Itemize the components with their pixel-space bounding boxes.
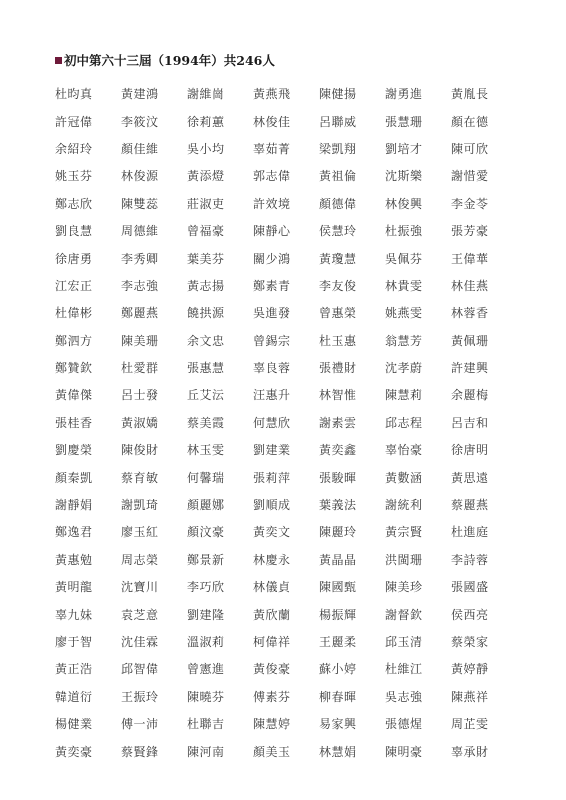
student-name: 謝勇進 <box>385 87 423 102</box>
student-name: 黃惠勉 <box>55 552 93 567</box>
student-name: 曾福豪 <box>187 224 225 239</box>
name-row <box>55 107 515 134</box>
student-name: 曾憲進 <box>187 662 225 677</box>
student-name: 陳靜心 <box>253 224 291 239</box>
student-name: 侯西亮 <box>451 607 489 622</box>
student-name: 洪閩珊 <box>385 552 423 567</box>
student-name: 黃添燈 <box>187 169 225 184</box>
student-name: 張國盛 <box>451 580 489 595</box>
student-name: 周德維 <box>121 224 159 239</box>
student-name: 傅一沛 <box>121 717 159 732</box>
student-name: 林儀貞 <box>253 580 291 595</box>
student-name: 柳春暉 <box>319 689 357 704</box>
student-name: 陳美珊 <box>121 333 159 348</box>
student-name: 謝維崗 <box>187 87 225 102</box>
student-name: 陳美珍 <box>385 580 423 595</box>
student-name: 曾錫宗 <box>253 333 291 348</box>
student-name: 饒拱源 <box>187 306 225 321</box>
student-name: 陳燕祥 <box>451 689 489 704</box>
name-row <box>55 546 515 573</box>
student-name: 蔡麗燕 <box>451 498 489 513</box>
student-name: 張桂香 <box>55 415 93 430</box>
name-row <box>55 518 515 545</box>
student-name: 姚玉芬 <box>55 169 93 184</box>
student-name: 杜偉彬 <box>55 306 93 321</box>
student-name: 陳麗玲 <box>319 525 357 540</box>
student-name: 蘇小婷 <box>319 662 357 677</box>
student-name: 劉培才 <box>385 141 423 156</box>
name-row <box>55 272 515 299</box>
student-name: 顏在德 <box>451 114 489 129</box>
student-name: 劉建隆 <box>187 607 225 622</box>
student-name: 鄭贊欽 <box>55 361 93 376</box>
student-name: 王振玲 <box>121 689 159 704</box>
student-name: 顏秦凱 <box>55 470 93 485</box>
student-name: 張禮財 <box>319 361 357 376</box>
student-name: 張駿暉 <box>319 470 357 485</box>
student-name: 葉義法 <box>319 498 357 513</box>
student-name: 沈孝蔚 <box>385 361 423 376</box>
student-name: 楊振輝 <box>319 607 357 622</box>
student-name: 何慧欣 <box>253 415 291 430</box>
student-name: 陳雙蕊 <box>121 196 159 211</box>
student-name: 鄭麗燕 <box>121 306 159 321</box>
student-name: 杜玉惠 <box>319 333 357 348</box>
student-name: 周志榮 <box>121 552 159 567</box>
name-row <box>55 491 515 518</box>
name-row <box>55 436 515 463</box>
student-name: 黃晶晶 <box>319 552 357 567</box>
student-name: 邱玉清 <box>385 635 423 649</box>
student-name: 林慶永 <box>253 552 291 567</box>
student-name: 黃奕鑫 <box>319 443 357 458</box>
student-name: 黃淑嬌 <box>121 415 159 430</box>
student-name: 余文忠 <box>187 333 225 348</box>
student-name: 林俊佳 <box>253 114 291 129</box>
student-name: 林慧娟 <box>319 744 357 759</box>
student-name: 黃明龍 <box>55 580 93 595</box>
student-name: 謝凱琦 <box>121 498 159 513</box>
student-name: 林玉雯 <box>187 443 225 458</box>
student-name: 黃偉傑 <box>55 388 93 403</box>
student-name: 鄭景新 <box>187 552 225 567</box>
student-name: 柯偉祥 <box>253 635 291 649</box>
student-name: 劉良慧 <box>55 224 93 239</box>
student-name: 陳健揚 <box>319 87 357 102</box>
student-name: 謝素雲 <box>319 415 357 430</box>
student-name: 李友俊 <box>319 278 357 293</box>
student-name: 蔡美霞 <box>187 415 225 430</box>
student-name: 顏美玉 <box>253 744 291 759</box>
name-row <box>55 573 515 600</box>
name-row <box>55 217 515 244</box>
student-name: 杜振強 <box>385 224 423 239</box>
student-name: 沈寶川 <box>121 580 159 595</box>
student-name: 林俊源 <box>121 169 159 184</box>
student-name: 鄭逸君 <box>55 525 93 540</box>
student-name: 丘艾沄 <box>187 388 225 403</box>
student-name: 溫淑莉 <box>187 635 225 649</box>
student-name: 吳志強 <box>385 689 423 704</box>
student-name: 韓道衍 <box>55 689 93 704</box>
name-row <box>55 244 515 271</box>
name-row <box>55 135 515 162</box>
student-name: 鄭志欣 <box>55 196 93 211</box>
student-name: 張芳豪 <box>451 224 489 239</box>
student-name: 沈斯樂 <box>385 169 423 184</box>
student-name: 廖玉紅 <box>121 525 159 540</box>
student-name: 杜進庭 <box>451 525 489 540</box>
student-name: 余紹玲 <box>55 141 93 156</box>
student-name: 廖于智 <box>55 635 93 649</box>
student-name: 呂聯威 <box>319 114 357 129</box>
name-row <box>55 327 515 354</box>
student-name: 劉建業 <box>253 443 291 458</box>
student-name: 黃志揚 <box>187 278 225 293</box>
section-title: 初中第六十三屆（1994年）共246人 <box>64 53 275 68</box>
name-row <box>55 600 515 627</box>
student-name: 林貴雯 <box>385 278 423 293</box>
student-name: 劉順成 <box>253 498 291 513</box>
student-name: 江宏正 <box>55 278 93 293</box>
student-name: 蔡榮家 <box>451 635 489 649</box>
student-name: 蔡賢鋒 <box>121 744 159 759</box>
name-row <box>55 409 515 436</box>
student-name: 關少鴻 <box>253 251 291 266</box>
student-name: 曾惠榮 <box>319 306 357 321</box>
student-name: 李秀卿 <box>121 251 159 266</box>
student-name: 陳可欣 <box>451 141 489 156</box>
student-name: 謝督欽 <box>385 607 423 622</box>
student-name: 黃婷靜 <box>451 662 489 677</box>
student-name: 林智惟 <box>319 388 357 403</box>
student-name: 許建興 <box>451 361 489 376</box>
student-name: 李巧欣 <box>187 580 225 595</box>
student-name: 辜良蓉 <box>253 361 291 376</box>
student-name: 許效境 <box>253 196 291 211</box>
student-name: 周芷雯 <box>451 717 489 732</box>
student-name: 杜聯吉 <box>187 717 225 732</box>
student-name: 陳俊財 <box>121 443 159 458</box>
student-name: 黃奕豪 <box>55 744 93 759</box>
student-name: 辜怡豪 <box>385 443 423 458</box>
student-name: 陳慧婷 <box>253 717 291 732</box>
student-name: 余麗梅 <box>451 388 489 403</box>
student-name: 邱志程 <box>385 415 423 430</box>
name-row <box>55 354 515 381</box>
student-name: 陳國甄 <box>319 580 357 595</box>
student-name: 何馨瑞 <box>187 470 225 485</box>
student-name: 黃欣蘭 <box>253 607 291 622</box>
student-name: 鄭泗方 <box>55 333 93 348</box>
student-name: 楊健業 <box>55 717 93 732</box>
name-row <box>55 655 515 682</box>
student-name: 袁芝意 <box>121 607 159 622</box>
square-bullet-icon <box>55 57 62 64</box>
student-name: 張惠慧 <box>187 361 225 376</box>
student-name: 顏汶豪 <box>187 525 225 540</box>
student-name: 林俊興 <box>385 196 423 211</box>
name-row <box>55 628 515 655</box>
student-name: 郭志偉 <box>253 169 291 184</box>
student-name: 辜茹菁 <box>253 141 291 156</box>
name-row <box>55 190 515 217</box>
name-row <box>55 463 515 490</box>
name-row <box>55 299 515 326</box>
section-heading <box>55 51 275 69</box>
student-name: 黃俊豪 <box>253 662 291 677</box>
student-name: 顏德偉 <box>319 196 357 211</box>
student-name: 黃正浩 <box>55 662 93 677</box>
student-name: 李詩蓉 <box>451 552 489 567</box>
student-name: 謝統利 <box>385 498 423 513</box>
student-name: 黃胤長 <box>451 87 489 102</box>
student-name: 陳曉芬 <box>187 689 225 704</box>
student-name: 謝靜娟 <box>55 498 93 513</box>
student-name: 王麗柔 <box>319 635 357 649</box>
student-name: 顏佳維 <box>121 141 159 156</box>
student-name: 陳明豪 <box>385 744 423 759</box>
student-name: 吳小均 <box>187 141 225 156</box>
name-row <box>55 737 515 764</box>
student-name: 陳河南 <box>187 744 225 759</box>
student-name: 邱智偉 <box>121 662 159 677</box>
student-name: 李筱汶 <box>121 114 159 129</box>
name-row <box>55 381 515 408</box>
student-name: 姚燕雯 <box>385 306 423 321</box>
name-grid <box>55 80 515 765</box>
student-name: 黃瓊慧 <box>319 251 357 266</box>
student-name: 林蓉香 <box>451 306 489 321</box>
student-name: 張莉萍 <box>253 470 291 485</box>
student-name: 黃宗賢 <box>385 525 423 540</box>
student-name: 翁慧芳 <box>385 333 423 348</box>
student-name: 黃建鴻 <box>121 87 159 102</box>
student-name: 傅素芬 <box>253 689 291 704</box>
student-name: 汪惠升 <box>253 388 291 403</box>
student-name: 林佳燕 <box>451 278 489 293</box>
name-row <box>55 80 515 107</box>
student-name: 侯慧玲 <box>319 224 357 239</box>
student-name: 葉美芬 <box>187 251 225 266</box>
student-name: 李金苓 <box>451 196 489 211</box>
student-name: 張德煋 <box>385 717 423 732</box>
student-name: 謝惜愛 <box>451 169 489 184</box>
student-name: 徐唐勇 <box>55 251 93 266</box>
student-name: 黃思遠 <box>451 470 489 485</box>
student-name: 莊淑吏 <box>187 196 225 211</box>
student-name: 沈佳霖 <box>121 635 159 649</box>
student-name: 徐莉蕙 <box>187 114 225 129</box>
student-name: 黃燕飛 <box>253 87 291 102</box>
student-name: 陳慧莉 <box>385 388 423 403</box>
student-name: 黃佩珊 <box>451 333 489 348</box>
student-name: 黃奕文 <box>253 525 291 540</box>
student-name: 吳進發 <box>253 306 291 321</box>
name-row <box>55 162 515 189</box>
student-name: 杜維江 <box>385 662 423 677</box>
student-name: 劉慶榮 <box>55 443 93 458</box>
student-name: 呂吉和 <box>451 415 489 430</box>
name-row <box>55 710 515 737</box>
student-name: 顏麗娜 <box>187 498 225 513</box>
student-name: 易家興 <box>319 717 357 732</box>
student-name: 梁凱翔 <box>319 141 357 156</box>
student-name: 杜愛群 <box>121 361 159 376</box>
student-name: 辜承財 <box>451 744 489 759</box>
student-name: 徐唐明 <box>451 443 489 458</box>
student-name: 張慧珊 <box>385 114 423 129</box>
student-name: 辜九妹 <box>55 607 93 622</box>
student-name: 呂士發 <box>121 388 159 403</box>
student-name: 王偉華 <box>451 251 489 266</box>
student-name: 李志強 <box>121 278 159 293</box>
student-name: 吳佩芬 <box>385 251 423 266</box>
student-name: 許冠偉 <box>55 114 93 129</box>
student-name: 杜昀真 <box>55 87 93 102</box>
student-name: 鄭素青 <box>253 278 291 293</box>
student-name: 黃祖倫 <box>319 169 357 184</box>
student-name: 蔡育敏 <box>121 470 159 485</box>
student-name: 黃數涵 <box>385 470 423 485</box>
name-row <box>55 683 515 710</box>
